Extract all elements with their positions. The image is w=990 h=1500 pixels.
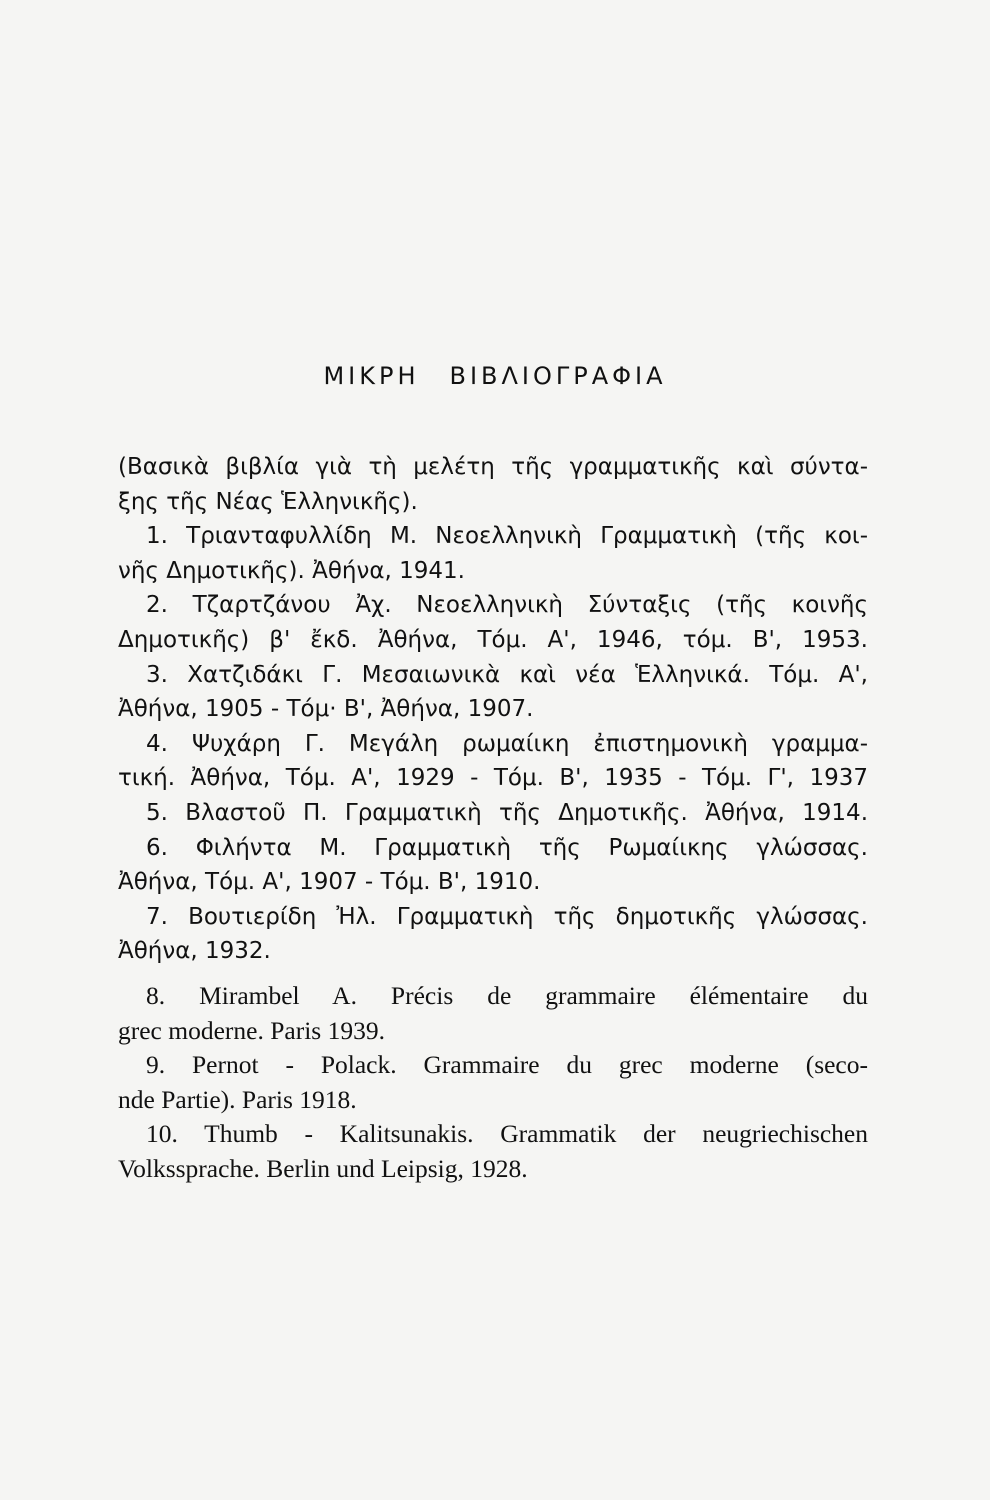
entry-6-line: Ἀθήνα, Τόμ. Α', 1907 - Τόμ. Β', 1910. <box>118 869 541 896</box>
title-word-1: ΜΙΚΡΗ <box>323 362 420 390</box>
entry-9-line: nde Partie). Paris 1918. <box>118 1084 357 1114</box>
entry-2-line: Δημοτικῆς) β' ἔκδ. Ἀθήνα, Τόμ. Α', 1946, τόμ. Β', 1953. <box>118 626 868 653</box>
entry-5-line: 5. Βλαστοῦ Π. Γραμματικὴ τῆς Δημοτικῆς. Ἀθήνα, 1914. <box>146 799 868 826</box>
entry-4-line: τική. Ἀθήνα, Τόμ. Α', 1929 - Τόμ. Β', 1935 - Τόμ. Γ', 1937 <box>118 765 868 792</box>
entry-6-line: 6. Φιλήντα Μ. Γραμματικὴ τῆς Ρωμαίικης γλώσσας. <box>146 834 868 861</box>
entry-10-line: 10. Thumb - Kalitsunakis. Grammatik der neugriechischen <box>146 1119 868 1149</box>
intro-line: (Βασικὰ βιβλία γιὰ τὴ μελέτη τῆς γραμματικῆς καὶ σύντα- <box>118 454 868 480</box>
entry-3-line: Ἀθήνα, 1905 - Τόμ· Β', Ἀθήνα, 1907. <box>118 696 534 723</box>
entry-8-line: 8. Mirambel A. Précis de grammaire élémentaire du <box>146 980 868 1010</box>
entry-2-line: 2. Τζαρτζάνου Ἀχ. Νεοελληνικὴ Σύνταξις (τῆς κοινῆς <box>146 592 868 619</box>
entry-7-line: Ἀθήνα, 1932. <box>118 938 271 965</box>
bibliography-body <box>118 450 868 1186</box>
entry-9-line: 9. Pernot - Polack. Grammaire du grec moderne (seco- <box>146 1050 868 1080</box>
entry-1-line: 1. Τριανταφυλλίδη Μ. Νεοελληνικὴ Γραμματικὴ (τῆς κοι- <box>146 523 868 550</box>
entry-7-line: 7. Βουτιερίδη Ἠλ. Γραμματικὴ τῆς δημοτικῆς γλώσσας. <box>146 903 868 930</box>
entry-10-line: Volkssprache. Berlin und Leipsig, 1928. <box>118 1153 528 1183</box>
entry-8-line: grec moderne. Paris 1939. <box>118 1015 385 1045</box>
entry-1-line: νῆς Δημοτικῆς). Ἀθήνα, 1941. <box>118 557 465 584</box>
page-title <box>0 362 990 390</box>
intro-line: ξης τῆς Νέας Ἑλληνικῆς). <box>118 488 418 515</box>
title-word-2: ΒΙΒΛΙΟΓΡΑΦΙΑ <box>449 362 667 390</box>
latin-entries <box>118 979 868 1187</box>
entry-4-line: 4. Ψυχάρη Γ. Μεγάλη ρωμαίικη ἐπιστημονικὴ γραμμα- <box>146 730 868 757</box>
entry-3-line: 3. Χατζιδάκι Γ. Μεσαιωνικὰ καὶ νέα Ἑλληνικά. Τόμ. Α', <box>146 661 868 688</box>
